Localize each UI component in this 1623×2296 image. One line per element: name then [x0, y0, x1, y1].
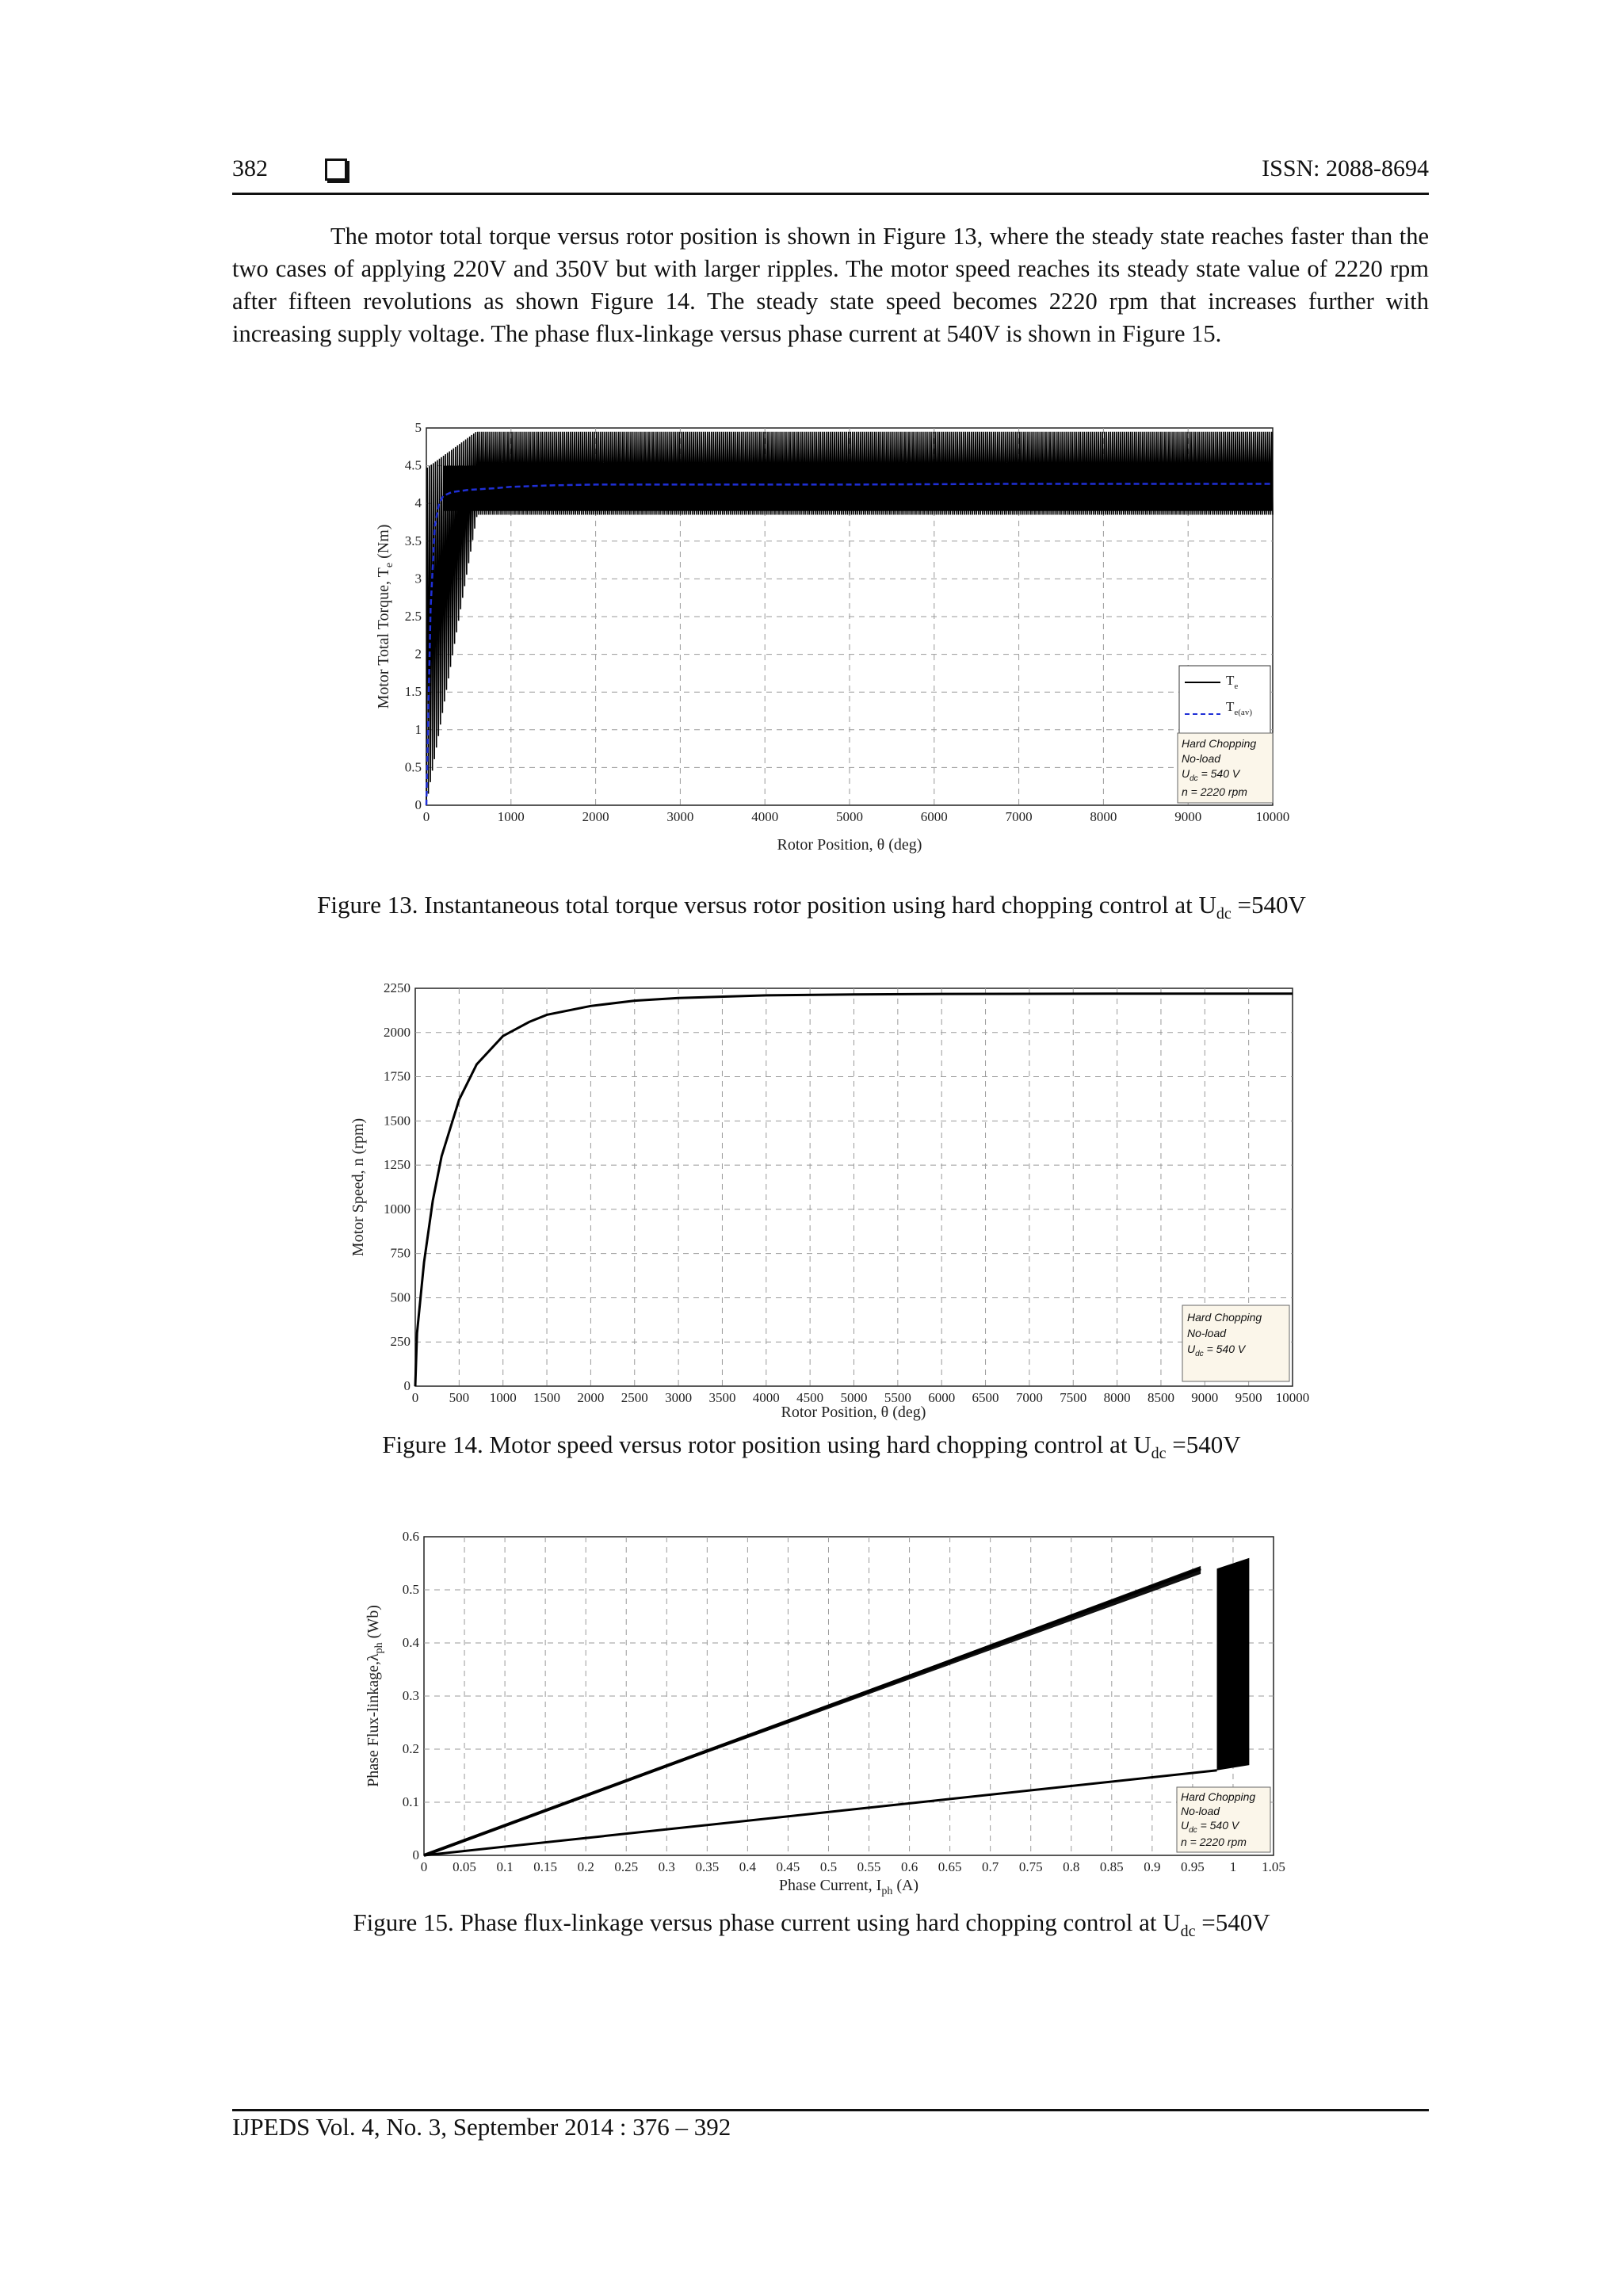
- x-tick-label: 0.55: [857, 1859, 881, 1874]
- x-tick-label: 0.7: [982, 1859, 999, 1874]
- y-tick-label: 1000: [384, 1201, 411, 1217]
- y-tick-label: 4: [414, 495, 422, 511]
- x-tick-label: 5000: [840, 1390, 868, 1405]
- y-tick-label: 750: [390, 1245, 411, 1261]
- x-tick-label: 7000: [1015, 1390, 1043, 1405]
- y-tick-label: 0: [412, 1847, 419, 1862]
- figure-14-y-label: Motor Speed, n (rpm): [349, 1117, 367, 1257]
- y-tick-label: 0.2: [402, 1741, 419, 1756]
- x-tick-label: 8000: [1090, 809, 1117, 824]
- series-te-band: [443, 466, 1273, 511]
- y-tick-label: 5: [414, 420, 422, 435]
- y-tick-label: 0.6: [402, 1529, 419, 1544]
- y-tick-label: 0: [403, 1378, 411, 1393]
- annotation-line: Hard Chopping: [1187, 1311, 1262, 1324]
- figure-15-flux-chart: [361, 1526, 1312, 1902]
- y-tick-label: 1.5: [404, 684, 422, 700]
- x-tick-label: 10000: [1255, 809, 1290, 824]
- x-tick-label: 5000: [836, 809, 863, 824]
- y-tick-label: 0: [414, 797, 422, 812]
- x-tick-label: 0.05: [453, 1859, 476, 1874]
- y-tick-label: 3.5: [404, 533, 422, 548]
- annotation-line: No-load: [1181, 1805, 1220, 1817]
- x-tick-label: 3000: [665, 1390, 693, 1405]
- x-tick-label: 1000: [489, 1390, 517, 1405]
- figure-14-x-label: Rotor Position, θ (deg): [781, 1404, 926, 1421]
- header-rule: [232, 193, 1429, 195]
- annotation-line: n = 2220 rpm: [1181, 1836, 1247, 1848]
- annotation-line: $U_{dc} = 540$ V: [1182, 767, 1240, 783]
- figure-13-torque-chart: [365, 416, 1308, 872]
- y-tick-label: 0.5: [402, 1582, 419, 1597]
- annotation-line: Hard Chopping: [1182, 737, 1257, 750]
- y-tick-label: 2250: [384, 980, 411, 995]
- figure-13-caption: Figure 13. Instantaneous total torque versus rotor position using hard chopping control at $U_{dc} =540V$: [317, 891, 1306, 923]
- x-tick-label: 0: [420, 1859, 428, 1874]
- figure-15-caption: Figure 15. Phase flux-linkage versus phase current using hard chopping control at $U_{dc} =540V$: [353, 1908, 1270, 1941]
- y-tick-label: 1: [414, 721, 422, 737]
- y-tick-label: 250: [390, 1334, 411, 1350]
- x-tick-label: 1: [1229, 1859, 1237, 1874]
- x-tick-label: 0: [411, 1390, 419, 1405]
- x-tick-label: 10000: [1275, 1390, 1310, 1405]
- x-tick-label: 7000: [1005, 809, 1033, 824]
- x-tick-label: 2000: [582, 809, 609, 824]
- x-tick-label: 0.35: [695, 1859, 720, 1874]
- x-tick-label: 2500: [621, 1390, 648, 1405]
- x-tick-label: 4000: [751, 809, 779, 824]
- y-tick-label: 1250: [384, 1157, 411, 1173]
- y-tick-label: 2: [414, 646, 422, 662]
- x-tick-label: 0.15: [533, 1859, 558, 1874]
- x-tick-label: 0.5: [819, 1859, 838, 1874]
- x-tick-label: 2000: [577, 1390, 605, 1405]
- x-tick-label: 3000: [666, 809, 694, 824]
- x-tick-label: 0.8: [1063, 1859, 1080, 1874]
- body-paragraph: The motor total torque versus rotor position is shown in Figure 13, where the steady state reaches faster than the two cases of applying 220V and 350V but with larger ripples. The motor speed reaches its steady state value of 2220 rpm after fifteen revolutions as shown Figure 14. The steady state speed becomes 2220 rpm that increases further with increasing supply voltage. The phase flux-linkage versus phase current at 540V is shown in Figure 15.: [232, 223, 1429, 347]
- y-tick-label: 0.5: [404, 759, 422, 775]
- issn: ISSN: 2088-8694: [1262, 155, 1429, 181]
- annotation-line: $U_{dc} = 540$ V: [1181, 1819, 1239, 1835]
- x-tick-label: 9500: [1235, 1390, 1262, 1405]
- x-tick-label: 1.05: [1262, 1859, 1285, 1874]
- footer-rule: [232, 2109, 1429, 2111]
- x-tick-label: 0.85: [1099, 1859, 1124, 1874]
- figure-14-caption: Figure 14. Motor speed versus rotor position using hard chopping control at $U_{dc} =540V$: [382, 1431, 1241, 1463]
- y-tick-label: 4.5: [404, 457, 422, 473]
- annotation-line: $U_{dc} = 540$ V: [1187, 1343, 1246, 1358]
- y-tick-label: 1750: [384, 1068, 411, 1084]
- header-square-icon: [325, 159, 347, 181]
- y-tick-label: 2000: [384, 1024, 411, 1040]
- x-tick-label: 0.9: [1144, 1859, 1161, 1874]
- series-chopping-band: [1217, 1558, 1250, 1771]
- x-tick-label: 0.1: [496, 1859, 514, 1874]
- y-tick-label: 0.3: [402, 1688, 419, 1703]
- x-tick-label: 8000: [1103, 1390, 1131, 1405]
- x-tick-label: 9000: [1191, 1390, 1219, 1405]
- x-tick-label: 3500: [708, 1390, 736, 1405]
- annotation-line: n = 2220 rpm: [1182, 785, 1247, 798]
- y-tick-label: 0.4: [402, 1635, 419, 1650]
- x-tick-label: 0.45: [776, 1859, 800, 1874]
- x-tick-label: 0.75: [1018, 1859, 1043, 1874]
- y-tick-label: 1500: [384, 1113, 411, 1129]
- x-tick-label: 4000: [752, 1390, 780, 1405]
- figure-15-y-label: Phase Flux-$linkage,\lambda_{ph}$ (Wb): [365, 1605, 385, 1787]
- x-tick-label: 6000: [928, 1390, 956, 1405]
- figure-13-x-label: Rotor Position, θ (deg): [777, 836, 922, 854]
- annotation-line: No-load: [1182, 752, 1221, 765]
- x-tick-label: 4500: [796, 1390, 824, 1405]
- y-tick-label: 500: [390, 1289, 411, 1305]
- x-tick-label: 6000: [920, 809, 948, 824]
- legend-teav-label: $T_{e(av)}$: [1226, 699, 1252, 717]
- x-tick-label: 0.95: [1181, 1859, 1205, 1874]
- page-number: 382: [232, 155, 268, 181]
- x-tick-label: 0.25: [614, 1859, 639, 1874]
- y-tick-label: 2.5: [404, 609, 422, 624]
- x-tick-label: 500: [449, 1390, 470, 1405]
- x-tick-label: 9000: [1174, 809, 1202, 824]
- x-tick-label: 8500: [1147, 1390, 1174, 1405]
- x-tick-label: 5500: [884, 1390, 911, 1405]
- figure-14-speed-chart: [349, 971, 1323, 1423]
- annotation-line: No-load: [1187, 1327, 1227, 1339]
- x-tick-label: 0.2: [577, 1859, 594, 1874]
- x-tick-label: 1500: [533, 1390, 561, 1405]
- annotation-line: Hard Chopping: [1181, 1790, 1256, 1803]
- x-tick-label: 7500: [1060, 1390, 1087, 1405]
- x-tick-label: 0.6: [900, 1859, 918, 1874]
- x-tick-label: 1000: [497, 809, 525, 824]
- figure-15-x-label: Phase Current, $I_{ph}$ (A): [778, 1877, 919, 1897]
- y-tick-label: 0.1: [402, 1794, 419, 1809]
- x-tick-label: 0.65: [938, 1859, 962, 1874]
- x-tick-label: 6500: [972, 1390, 999, 1405]
- figure-13-y-label: Motor Total Torque, $T_e$ (Nm): [375, 524, 395, 709]
- x-tick-label: 0.4: [739, 1859, 757, 1874]
- y-tick-label: 3: [414, 571, 422, 586]
- x-tick-label: 0.3: [658, 1859, 675, 1874]
- legend-te-label: $T_e$: [1226, 673, 1239, 691]
- x-tick-label: 0: [422, 809, 430, 824]
- footer-citation: IJPEDS Vol. 4, No. 3, September 2014 : 376 – 392: [232, 2113, 731, 2141]
